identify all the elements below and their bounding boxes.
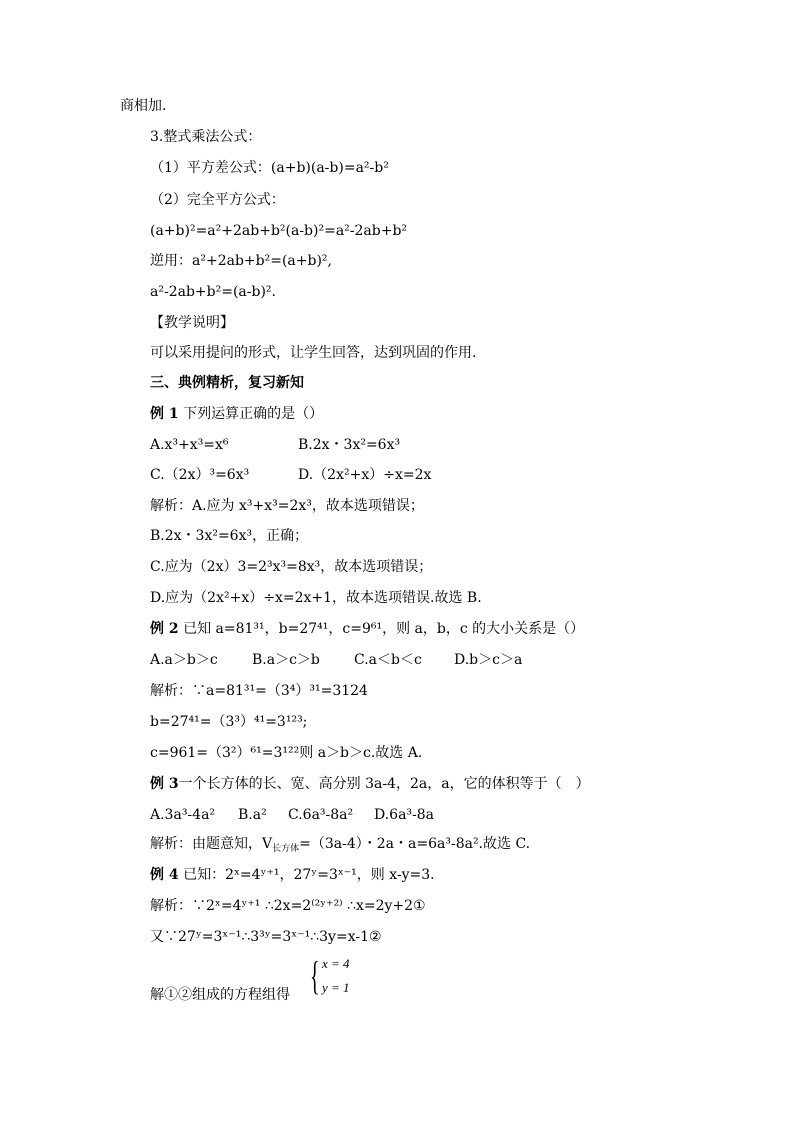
- question-text: 已知：2ˣ=4ʸ⁺¹，27ʸ=3ˣ⁻¹，则 x-y=3.: [178, 867, 435, 883]
- example-2-question: [150, 619, 584, 639]
- solution-line: C.应为（2x）3=2³x³=8x³，故本选项错误；: [150, 559, 433, 575]
- option-a: A.x³+x³=x⁶: [150, 437, 229, 453]
- options-row: [150, 650, 522, 670]
- text-line: （2）完全平方公式：: [150, 192, 285, 208]
- option-a: A.a＞b＞c: [150, 652, 218, 668]
- equation-system: [310, 952, 370, 1000]
- option-c: C.6a³-8a²: [288, 807, 354, 823]
- example-4-question: [150, 865, 435, 885]
- option-b: B.a＞c＞b: [252, 652, 320, 668]
- formula-line: a²-2ab+b²=(a-b)².: [150, 284, 276, 300]
- text-line: （1）平方差公式：(a+b)(a-b)=a²-b²: [150, 160, 389, 176]
- question-text: 一个长方体的长、宽、高分别 3a-4，2a，a，它的体积等于（ ）: [178, 776, 590, 792]
- section-label: 【教学说明】: [150, 315, 234, 331]
- solution-line: [150, 834, 530, 854]
- example-label: 例 2: [150, 621, 179, 637]
- solution-line: B.2x・3x²=6x³，正确；: [150, 528, 309, 544]
- solution-text: 解析：由题意知，V: [150, 836, 273, 852]
- question-text: 下列运算正确的是（）: [178, 406, 324, 422]
- formula-line: (a+b)²=a²+2ab+b²(a-b)²=a²-2ab+b²: [150, 223, 408, 239]
- option-c: C.（2x）³=6x³: [150, 467, 250, 483]
- example-label: 例 4: [150, 867, 179, 883]
- solution-line: 解析：∵a=81³¹=（3⁴）³¹=3124: [150, 683, 368, 699]
- solution-line: 解析：∵2ˣ=4ʸ⁺¹ ∴2x=2⁽²ʸ⁺²⁾ ∴x=2y+2①: [150, 898, 426, 914]
- section-heading: 三、典例精析，复习新知: [150, 375, 304, 391]
- text-line: 商相加.: [120, 98, 167, 114]
- text-line: 可以采用提问的形式，让学生回答，达到巩固的作用.: [150, 345, 477, 361]
- example-3-question: [150, 774, 590, 794]
- option-a: A.3a³-4a²: [150, 807, 216, 823]
- solution-line: b=27⁴¹=（3³）⁴¹=3¹²³;: [150, 714, 308, 730]
- solution-line: 解析：A.应为 x³+x³=2x³，故本选项错误；: [150, 498, 424, 514]
- example-label: 例 3: [150, 776, 179, 792]
- solution-line: c=961=（3²）⁶¹=3¹²²则 a＞b＞c.故选 A.: [150, 745, 423, 761]
- option-d: D.6a³-8a: [374, 807, 435, 823]
- options-row: [150, 465, 431, 485]
- option-d: D.b＞c＞a: [454, 652, 523, 668]
- subscript-text: 长方体: [272, 844, 300, 854]
- options-row: [150, 805, 434, 825]
- equation-x: x = 4: [322, 956, 350, 971]
- options-row: [150, 435, 400, 455]
- solution-line: 解①②组成的方程组得: [150, 987, 290, 1003]
- text-line: 3.整式乘法公式：: [150, 129, 262, 145]
- example-1-question: [150, 404, 323, 424]
- solution-text: =（3a-4）・2a・a=6a³-8a².故选 C.: [299, 836, 531, 852]
- solution-line: 又∵27ʸ=3ˣ⁻¹∴3³ʸ=3ˣ⁻¹∴3y=x-1②: [150, 929, 382, 945]
- option-b: B.2x・3x²=6x³: [298, 437, 401, 453]
- option-c: C.a＜b＜c: [354, 652, 422, 668]
- example-label: 例 1: [150, 406, 179, 422]
- option-b: B.a²: [238, 807, 267, 823]
- question-text: 已知 a=81³¹，b=27⁴¹，c=9⁶¹，则 a，b，c 的大小关系是（）: [178, 621, 585, 637]
- solution-line: D.应为（2x²+x）÷x=2x+1，故本选项错误.故选 B.: [150, 590, 482, 606]
- option-d: D.（2x²+x）÷x=2x: [298, 467, 432, 483]
- formula-line: 逆用：a²+2ab+b²=(a+b)²,: [150, 253, 332, 269]
- brace-icon: {: [310, 953, 320, 998]
- equation-y: y = 1: [322, 980, 350, 995]
